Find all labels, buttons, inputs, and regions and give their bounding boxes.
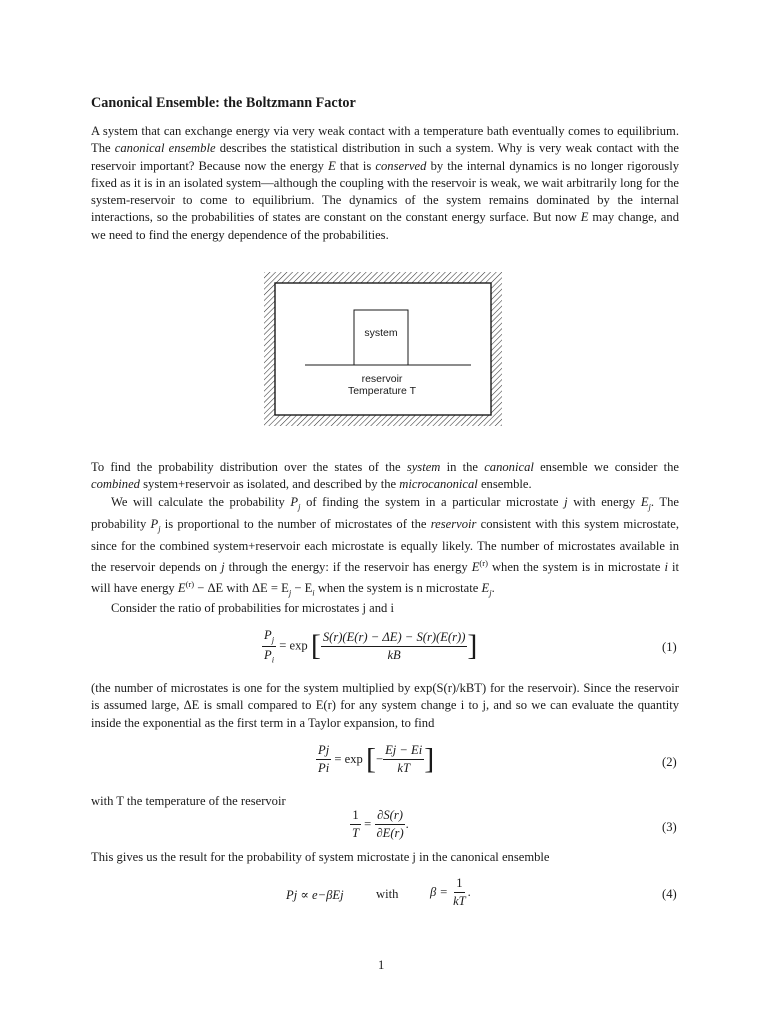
- text: describes the statistical distribution in such a system. Why is very weak contact with the reservoir important? Because now the energy: [91, 141, 680, 173]
- text: when the system is in microstate: [487, 560, 665, 575]
- text-italic: E: [177, 581, 186, 596]
- text-italic: combined: [91, 477, 140, 492]
- subscript: i: [312, 588, 315, 599]
- text: by the internal dynamics is no longer rigorously fixed as it is in an isolated system—although the coupling with the reservoir is weak, we wait arbitrarily long for the system-reservoir to come to equilibrium. The dynamics of the system remains dominated by the internal interactions, so the probabilities of states are constant on the constant energy surface. But now: [91, 158, 679, 225]
- text-italic: conserved: [375, 158, 427, 173]
- eq3-rhs-num: ∂S(r): [375, 808, 405, 825]
- text-italic: system: [406, 460, 441, 474]
- subscript: j: [489, 588, 492, 599]
- paragraph-4: [91, 600, 679, 617]
- eq4-lhs: Pj ∝ e−βEj: [286, 888, 344, 902]
- text-italic: E: [580, 210, 589, 225]
- text: with T the temperature of the reservoir: [91, 794, 286, 808]
- eq2-lhs: [316, 743, 434, 776]
- eq2-lhs-num: Pj: [316, 743, 331, 760]
- eq3-rhs-den: ∂E(r): [376, 826, 404, 840]
- text: This gives us the result for the probability of system microstate j in the canonical ensemble: [91, 850, 550, 864]
- eq1-rhs-num: S(r)(E(r) − ΔE) − S(r)(E(r)): [321, 630, 468, 647]
- subscript: j: [648, 501, 651, 512]
- eq4-rhs: [430, 876, 471, 909]
- paragraph-5: [91, 680, 679, 732]
- text-italic: E: [640, 495, 649, 509]
- bracket-right: ]: [424, 742, 435, 776]
- text: To find the probability distribution over the states of the: [91, 460, 407, 474]
- eq2-rhs-den: kT: [397, 761, 410, 775]
- eq3-number: (3): [662, 820, 677, 834]
- superscript: (r): [479, 557, 488, 568]
- text-italic: E: [481, 581, 490, 596]
- system-label: system: [364, 327, 398, 339]
- section-title: Canonical Ensemble: the Boltzmann Factor: [91, 95, 356, 111]
- eq4-with: with: [376, 887, 399, 901]
- eq2-lhs-den: Pi: [318, 761, 330, 775]
- eq3-period: .: [405, 817, 409, 831]
- paragraph-7: [91, 849, 679, 866]
- bracket-right: ]: [467, 629, 478, 663]
- text: through the energy: if the reservoir has energy: [224, 560, 472, 575]
- text: it will have energy: [91, 560, 679, 596]
- text-italic: canonical ensemble: [114, 141, 216, 156]
- text: − E: [291, 581, 313, 596]
- eq3-body: [350, 808, 409, 841]
- bracket-left: [: [310, 629, 321, 663]
- text-italic: P: [290, 495, 299, 509]
- eq4-num: 1: [454, 876, 464, 893]
- eq4-number: (4): [662, 887, 677, 901]
- text: with energy: [567, 495, 641, 509]
- eq3-lhs-num: 1: [350, 808, 360, 825]
- page-number: 1: [378, 958, 385, 972]
- text: of finding the system in a particular microstate: [300, 495, 565, 509]
- eq1-number: (1): [662, 640, 677, 654]
- eq3-lhs-den: T: [352, 826, 360, 840]
- eq1-rhs-den: kB: [387, 647, 401, 662]
- text: (the number of microstates is one for the system multiplied by exp(S(r)/kBT) for the reservoir). Since the reservoir is assumed large, ΔE is small compared to E(r) for any system change i to j, and so we can evaluate the quantity inside the exponential as the first term in a Taylor expansion, to find: [91, 681, 679, 730]
- text: consistent with this system microstate, since for the combined system+reservoir each microstate is equally likely. The number of microstates available in the reservoir depends on: [91, 516, 679, 575]
- paragraph-2: [91, 459, 679, 494]
- text: when the system is n microstate: [314, 581, 482, 596]
- eq2-minus: −: [375, 752, 384, 766]
- intro-paragraph: [91, 123, 679, 244]
- text: Consider the ratio of probabilities for microstates j and i: [111, 601, 394, 615]
- text-italic: E: [471, 560, 480, 575]
- text: that is: [335, 158, 376, 173]
- subscript: j: [158, 523, 161, 534]
- temperature-label: Temperature T: [347, 385, 417, 397]
- text: ensemble.: [477, 477, 532, 492]
- eq4-den: kT: [453, 894, 466, 908]
- subscript: j: [288, 588, 292, 599]
- eq3-equals: =: [364, 817, 372, 831]
- eq1-lhs-num-sub: j: [271, 634, 275, 645]
- eq1-lhs-num: P: [264, 628, 272, 642]
- system-reservoir-figure: [264, 272, 502, 426]
- text: may change, and we need to find the energy dependence of the probabilities.: [91, 210, 679, 242]
- text-italic: P: [150, 516, 159, 531]
- eq1-lhs: [262, 628, 477, 664]
- eq2-number: (2): [662, 755, 677, 769]
- eq1-exp: = exp: [279, 638, 308, 653]
- text-italic: j: [564, 495, 568, 509]
- text: in the: [440, 460, 485, 474]
- text: system+reservoir as isolated, and described by the: [139, 477, 400, 492]
- reservoir-label: reservoir: [361, 373, 403, 385]
- eq4-period: .: [467, 885, 471, 899]
- eq1-lhs-den: P: [264, 647, 272, 662]
- paragraph-3: [91, 494, 679, 602]
- text-italic: canonical: [484, 460, 534, 474]
- text: . The probability: [91, 495, 679, 531]
- text: − ΔE with ΔE = E: [194, 581, 289, 596]
- text-italic: i: [664, 560, 668, 575]
- text: A system that can exchange energy via very weak contact with a temperature bath eventually comes to equilibrium. The: [91, 124, 679, 156]
- eq4-beta: β =: [430, 885, 448, 899]
- eq1-lhs-den-sub: i: [271, 654, 275, 665]
- text-italic: microcanonical: [399, 477, 478, 492]
- text-italic: reservoir: [430, 516, 477, 531]
- text-italic: j: [221, 560, 225, 575]
- text: .: [491, 581, 495, 596]
- text: is proportional to the number of microstates of the: [160, 516, 431, 531]
- superscript: (r): [185, 579, 195, 590]
- text-italic: E: [328, 158, 336, 173]
- text: ensemble we consider the: [533, 460, 679, 474]
- bracket-left: [: [365, 742, 376, 776]
- eq2-rhs-num: Ej − Ei: [383, 743, 424, 760]
- text: We will calculate the probability: [111, 495, 291, 509]
- eq2-exp: = exp: [334, 752, 363, 766]
- subscript: j: [298, 501, 301, 512]
